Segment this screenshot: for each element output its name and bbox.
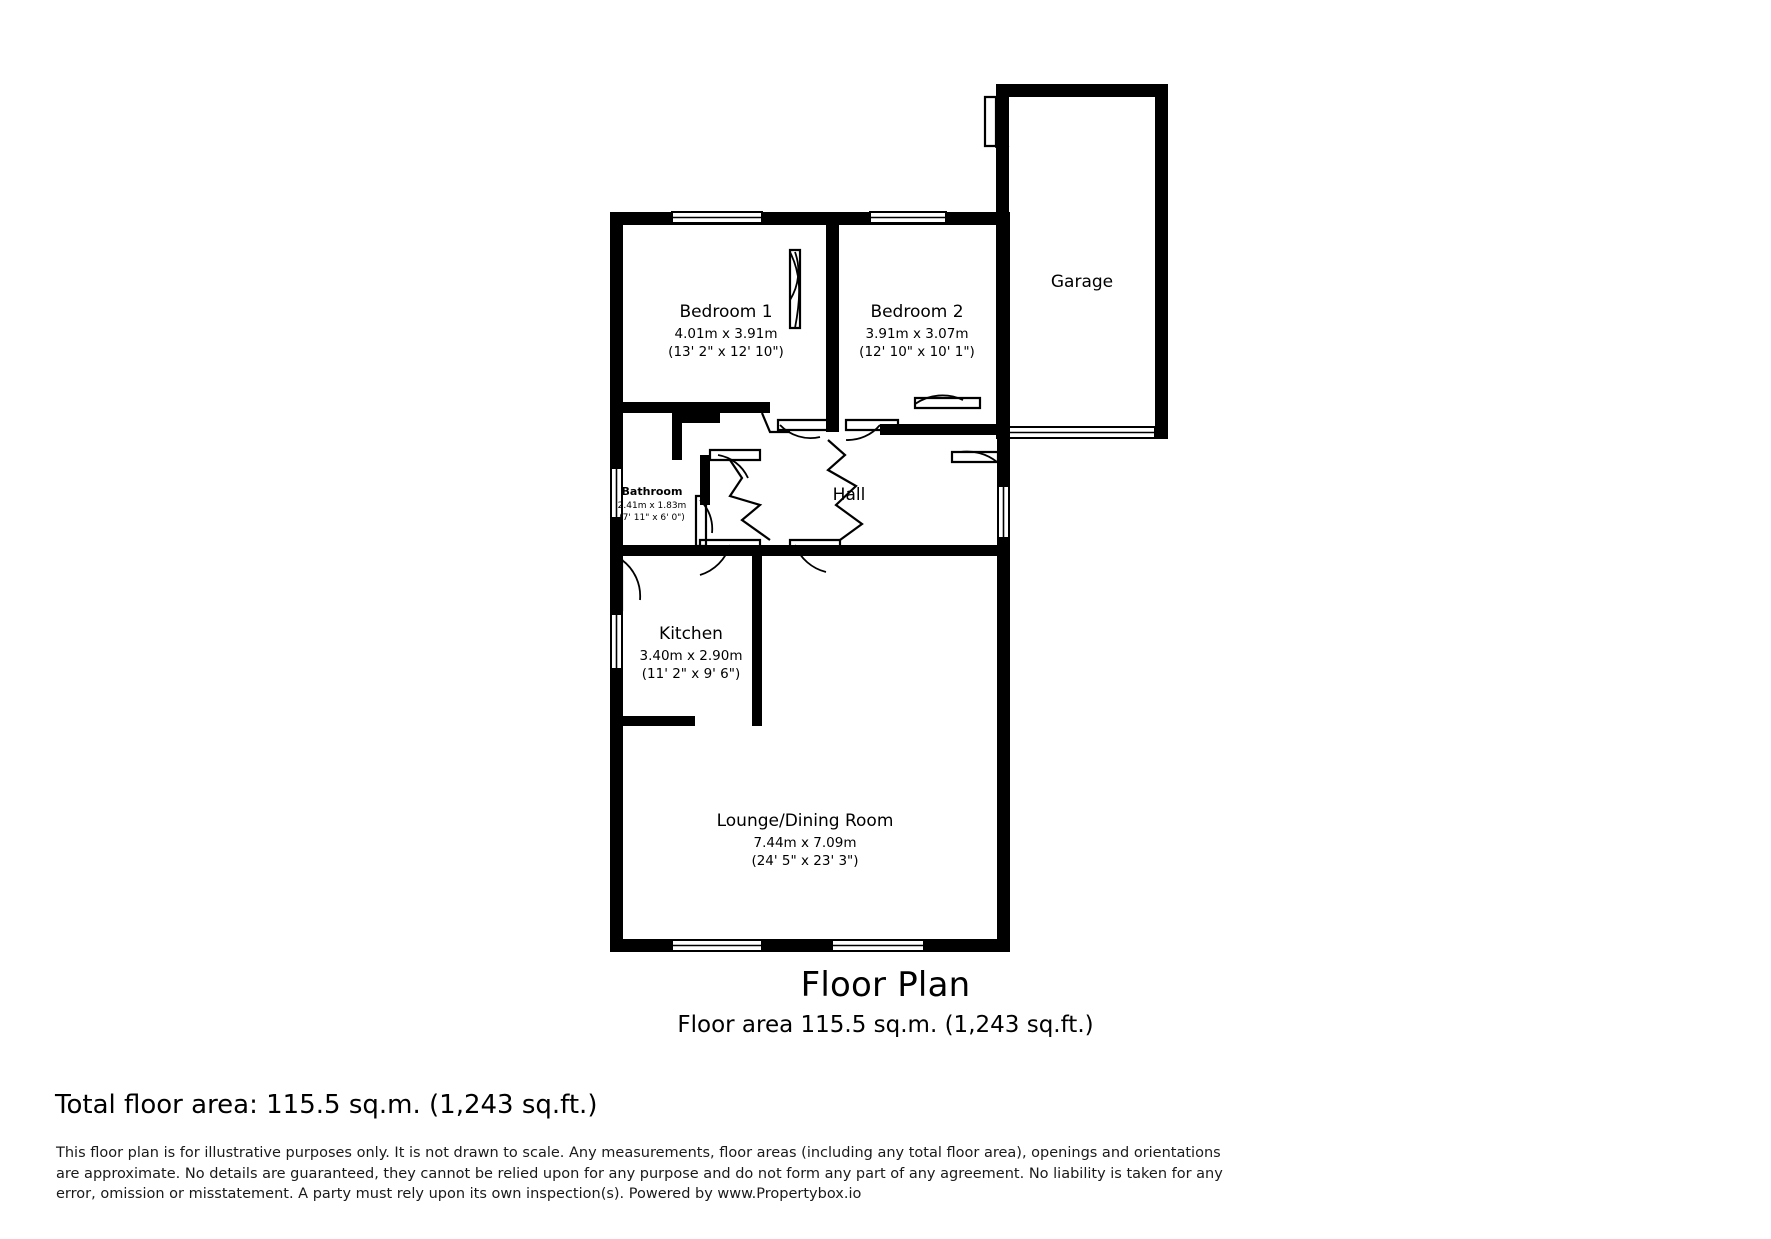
hall-partition-shapes	[730, 413, 862, 540]
label-lounge-name: Lounge/Dining Room	[716, 811, 894, 831]
door-hall-bedroom2-arc	[846, 425, 880, 440]
label-bathroom-metric: 2.41m x 1.83m	[617, 501, 687, 511]
wall-top-bedrooms	[610, 212, 1010, 225]
hall-shape-2	[730, 460, 770, 540]
disclaimer-text: This floor plan is for illustrative purposes only. It is not drawn to scale. Any measurements, floor areas (including any total floor area), openings and orientations are approximate. No details are guaranteed, they cannot be relied upon for any purpose and do not form any part of any agreement. No liability is taken for any error, omission or misstatement. A party must rely upon its own inspection(s). Powered by www.Propertybox.io	[56, 1145, 1223, 1203]
label-garage-name: Garage	[1050, 272, 1114, 292]
wall-kitchen-right	[752, 556, 762, 726]
label-bedroom-1-name: Bedroom 1	[679, 302, 773, 322]
wall-right-upper	[997, 212, 1010, 439]
door-cupboard-leaf	[710, 450, 760, 460]
garage-door-leaf	[985, 97, 996, 146]
label-bedroom-1-metric: 4.01m x 3.91m	[674, 326, 778, 342]
garage-structure	[985, 84, 1168, 439]
label-kitchen-metric: 3.40m x 2.90m	[639, 648, 743, 664]
door-side-entrance-arc	[622, 560, 640, 600]
label-bathroom-imperial: (7' 11" x 6' 0")	[619, 513, 685, 523]
label-lounge-metric: 7.44m x 7.09m	[753, 835, 857, 851]
garage-wall-right	[1155, 84, 1168, 439]
door-cupboard-arc	[718, 455, 748, 478]
wall-bathroom-inner-top	[672, 413, 720, 423]
plan-title-text: Floor Plan	[800, 965, 971, 1005]
label-bedroom-2-imperial: (12' 10" x 10' 1")	[859, 344, 975, 360]
door-bedroom2-arc	[915, 395, 963, 404]
wall-bedroom-divider	[826, 212, 839, 432]
wall-bedroom1-bottom-right	[670, 402, 770, 413]
plan-title	[0, 965, 1771, 1005]
label-bedroom-1-imperial: (13' 2" x 12' 10")	[668, 344, 784, 360]
room-labels	[618, 272, 1113, 869]
label-lounge-imperial: (24' 5" x 23' 3")	[751, 853, 859, 869]
label-bedroom-2-name: Bedroom 2	[870, 302, 964, 322]
plan-floor-area: Floor area 115.5 sq.m. (1,243 sq.ft.)	[677, 1012, 1094, 1038]
wall-bottom	[610, 939, 1010, 952]
label-bathroom-name: Bathroom	[621, 485, 683, 498]
label-bedroom-2-metric: 3.91m x 3.07m	[865, 326, 969, 342]
wall-kitchen-bottom	[620, 716, 695, 726]
total-floor-area: Total floor area: 115.5 sq.m. (1,243 sq.ft.)	[55, 1090, 598, 1120]
label-kitchen-imperial: (11' 2" x 9' 6")	[641, 666, 741, 682]
garage-wall-top	[996, 84, 1168, 97]
label-kitchen-name: Kitchen	[659, 624, 723, 644]
door-hall-bedroom1-leaf	[778, 420, 830, 430]
label-hall-name: Hall	[832, 485, 866, 505]
